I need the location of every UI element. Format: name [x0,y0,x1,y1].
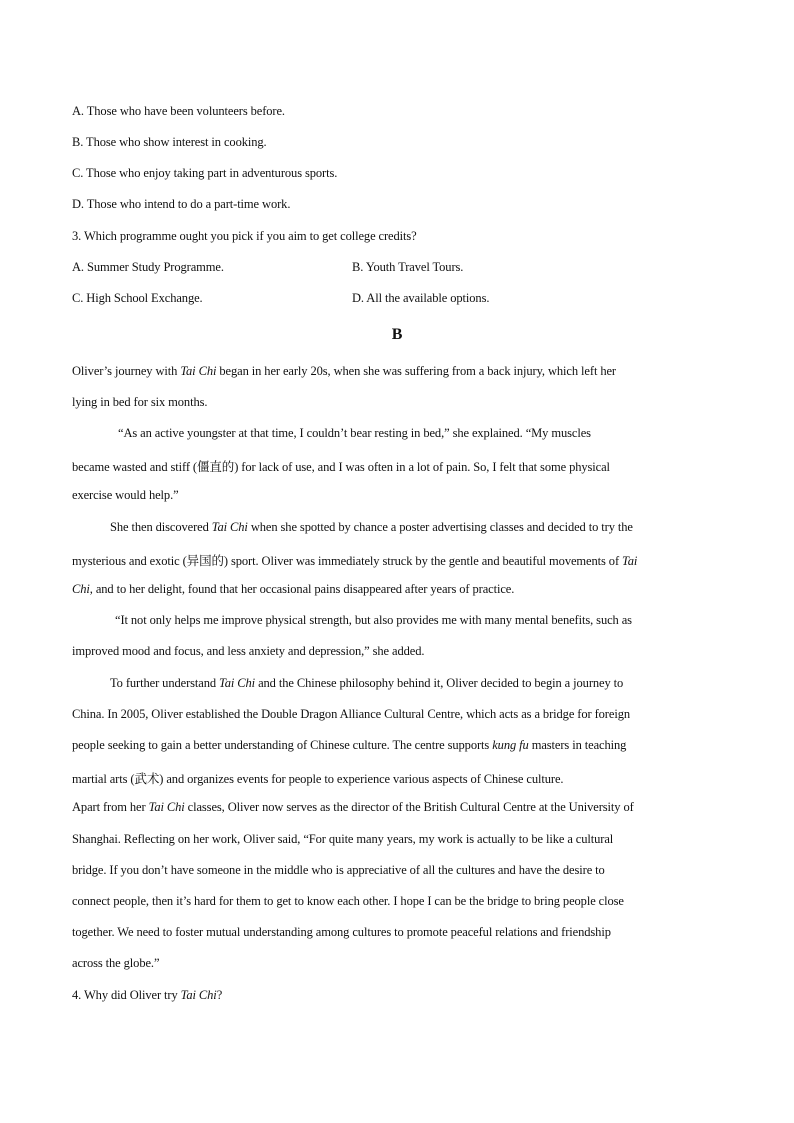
section-b-heading: B [391,326,403,343]
q2-option-c: C. Those who enjoy taking part in adventurous sports. [72,166,338,180]
p6-line-3: bridge. If you don’t have someone in the middle who is appreciative of all the cultures and have the desire to [72,863,605,877]
p2-line-2: became wasted and stiff (僵直的) for lack of use, and I was often in a lot of pain. So, I felt that some physical [72,460,610,474]
p2-line-1: “As an active youngster at that time, I couldn’t bear resting in bed,” she explained. “My muscles [118,426,591,440]
p5-line-4: martial arts (武术) and organizes events for people to experience various aspects of Chinese culture. [72,772,564,786]
p1-line-2: lying in bed for six months. [72,395,208,409]
p3-line-2: mysterious and exotic (异国的) sport. Oliver was immediately struck by the gentle and beautiful movements of Tai [72,554,638,568]
q4-question: 4. Why did Oliver try Tai Chi? [72,988,223,1002]
p2-line-3: exercise would help.” [72,488,179,502]
q3-question: 3. Which programme ought you pick if you aim to get college credits? [72,229,417,243]
p5-line-3: people seeking to gain a better understanding of Chinese culture. The centre supports kung fu masters in teaching [72,738,627,752]
p1-line-1: Oliver’s journey with Tai Chi began in her early 20s, when she was suffering from a back injury, which left her [72,364,616,378]
q2-option-b: B. Those who show interest in cooking. [72,135,267,149]
p3-line-3: Chi, and to her delight, found that her occasional pains disappeared after years of practice. [72,582,515,596]
p6-line-1: Apart from her Tai Chi classes, Oliver now serves as the director of the British Cultural Centre at the University of [72,800,634,814]
q3-option-b: B. Youth Travel Tours. [352,260,464,274]
q3-option-a: A. Summer Study Programme. [72,260,224,274]
p5-line-2: China. In 2005, Oliver established the Double Dragon Alliance Cultural Centre, which acts as a bridge for foreign [72,707,630,721]
p4-line-2: improved mood and focus, and less anxiety and depression,” she added. [72,644,425,658]
q2-option-d: D. Those who intend to do a part-time work. [72,197,291,211]
q3-option-d: D. All the available options. [352,291,490,305]
p4-line-1: “It not only helps me improve physical strength, but also provides me with many mental benefits, such as [115,613,632,627]
q2-option-a: A. Those who have been volunteers before. [72,104,285,118]
p6-line-4: connect people, then it’s hard for them to get to know each other. I hope I can be the bridge to bring people close [72,894,624,908]
p6-line-5: together. We need to foster mutual understanding among cultures to promote peaceful relations and friendship [72,925,611,939]
q3-option-c: C. High School Exchange. [72,291,203,305]
p5-line-1: To further understand Tai Chi and the Chinese philosophy behind it, Oliver decided to begin a journey to [110,676,624,690]
p6-line-6: across the globe.” [72,956,160,970]
p3-line-1: She then discovered Tai Chi when she spotted by chance a poster advertising classes and decided to try the [110,520,633,534]
p6-line-2: Shanghai. Reflecting on her work, Oliver said, “For quite many years, my work is actually to be like a cultural [72,832,614,846]
